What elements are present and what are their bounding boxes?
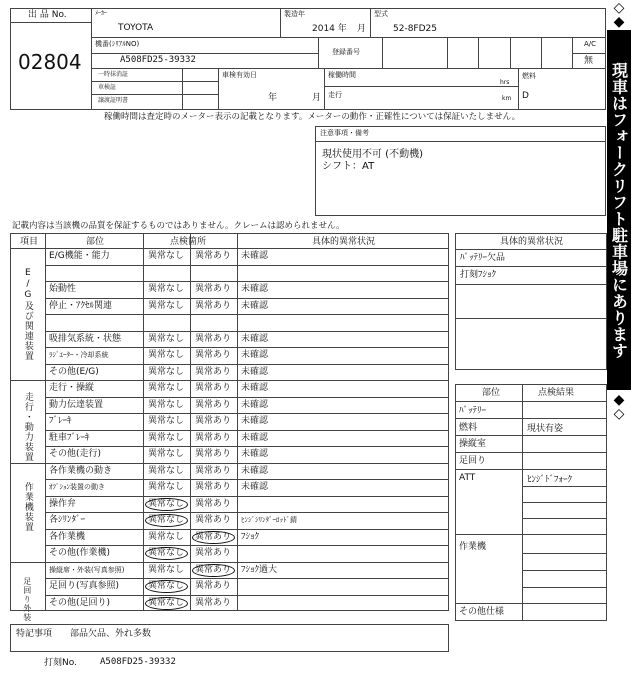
table-hline <box>45 595 449 596</box>
check-ng: 異常あり <box>195 548 232 558</box>
table-row-detail: 未確認 <box>241 366 269 377</box>
maker-label: ﾒｰｶｰ <box>95 10 108 17</box>
table-vline <box>45 233 46 611</box>
group-work: 作業機装置 <box>22 482 33 532</box>
check-ok: 異常なし <box>148 531 185 542</box>
check-ok: 異常なし <box>148 284 185 294</box>
fuel-label: 燃料 <box>522 72 536 80</box>
check-ng: 異常あり <box>195 366 232 377</box>
special-label: 特記事項 <box>16 629 53 639</box>
check-ng: 異常あり <box>195 564 232 575</box>
result-battery: ﾊﾞｯﾃﾘｰ <box>459 406 487 416</box>
table-hline <box>45 479 449 480</box>
result-att: ATT <box>459 473 476 483</box>
check-ng: 異常あり <box>195 449 232 459</box>
table-row-detail: 未確認 <box>241 284 269 294</box>
inspect-year-unit: 年 <box>268 93 278 103</box>
result-fuel: 燃料 <box>459 423 478 433</box>
table-hline <box>45 496 449 497</box>
circle-ok-mark <box>145 580 188 593</box>
table-hline <box>45 578 449 579</box>
ac-value: 無 <box>584 56 594 66</box>
year-label: 製造年 <box>284 10 305 18</box>
table-hline <box>45 331 449 332</box>
month-unit: 月 <box>357 24 367 34</box>
result-hline <box>455 435 607 436</box>
result-hline <box>455 401 607 402</box>
table-row-part: その他(E/G) <box>49 366 99 377</box>
table-row-part: その他(作業機) <box>49 548 111 558</box>
result-fuel-value: 現状有姿 <box>527 424 564 434</box>
lot-number: 02804 <box>18 50 82 74</box>
table-row-part: その他(走行) <box>49 449 102 459</box>
table-row-detail: 未確認 <box>241 251 269 261</box>
check-ok: 異常なし <box>148 449 185 459</box>
year-value: 2014 年 <box>312 24 347 34</box>
quality-notice: 記載内容は当該機の品質を保証するものではありません。クレームは認められません。 <box>12 221 345 231</box>
table-hline <box>45 364 449 365</box>
table-row-detail: 未確認 <box>241 383 269 393</box>
remarks-line2: シフト：AT <box>322 161 375 172</box>
circle-ng-mark <box>192 564 235 577</box>
result-hline <box>455 534 607 535</box>
table-hline <box>45 545 449 546</box>
table-row-part: 走行・操縦 <box>49 383 95 393</box>
fuel-value: D <box>522 91 529 101</box>
check-ok: 異常なし <box>148 498 185 509</box>
check-ng: 異常あり <box>195 465 232 476</box>
result-hline <box>455 452 607 453</box>
temp-cert-label: 一時抹消証 <box>98 71 129 78</box>
result-hline <box>522 518 607 519</box>
table-row-part: 動力伝達装置 <box>49 399 104 410</box>
table-row-detail: 未確認 <box>241 333 269 344</box>
banner-diamond-top: ◇ <box>613 0 625 16</box>
table-row-part: 各作業機の動き <box>49 465 113 476</box>
right-detail-header: 具体的異常状況 <box>500 237 564 247</box>
hrs-unit: hrs <box>500 79 510 86</box>
table-hline <box>45 314 449 315</box>
table-hline <box>45 512 449 513</box>
check-ng: 異常あり <box>195 597 232 608</box>
lot-label: 出 品 No. <box>28 10 67 20</box>
inspect-month-unit: 月 <box>312 93 322 103</box>
col-item: 項目 <box>20 237 39 247</box>
check-ok: 異常なし <box>148 597 185 608</box>
table-hline <box>45 413 449 414</box>
model-value: 52-8FD25 <box>393 24 437 34</box>
check-ng: 異常あり <box>195 383 232 393</box>
table-row-part: 足回り(写真参照) <box>49 581 120 591</box>
banner-diamond-bottom: ◆ <box>613 392 625 408</box>
table-row-part: ﾌﾞﾚｰｷ <box>49 416 72 426</box>
check-ng: 異常あり <box>195 284 232 294</box>
check-ok: 異常なし <box>148 432 185 443</box>
table-row-part: E/G機能・能力 <box>49 251 110 261</box>
group-engine: E/G及び関連装置 <box>22 268 33 361</box>
result-h-result: 点検結果 <box>538 388 575 398</box>
check-ok: 異常なし <box>148 515 185 525</box>
right-detail-line1: ﾊﾞｯﾃﾘｰ欠品 <box>460 253 506 263</box>
table-row-part: その他(足回り) <box>49 597 111 608</box>
serial-value: A508FD25-39332 <box>120 55 196 65</box>
check-ng: 異常あり <box>195 300 232 311</box>
check-ok: 異常なし <box>148 564 185 575</box>
inspect-cert-label: 車検証 <box>98 84 117 91</box>
table-hline <box>45 298 449 299</box>
check-ng: 異常あり <box>195 399 232 410</box>
right-detail-line2: 打刻ﾌｼｮｸ <box>460 270 497 280</box>
check-ok: 異常なし <box>148 383 185 393</box>
result-h-part: 部位 <box>482 388 501 398</box>
table-row-detail: 未確認 <box>241 482 269 492</box>
table-row-part: 駐車ﾌﾞﾚｰｷ <box>49 432 90 443</box>
table-row-part: 各作業機 <box>49 531 86 542</box>
table-hline <box>10 562 449 563</box>
table-hline <box>10 463 449 464</box>
table-hline <box>45 446 449 447</box>
table-row-part: ｵﾌﾟｼｮﾝ装置の動き <box>49 483 105 491</box>
table-row-part: 操縦席・外装(写真参照) <box>49 565 125 574</box>
col-part: 部位 <box>86 237 105 247</box>
result-hline <box>522 587 607 588</box>
circle-ok-mark <box>145 514 188 527</box>
check-ok: 異常なし <box>148 251 185 261</box>
check-ok: 異常なし <box>148 581 185 591</box>
banner-diamond-bottom2: ◇ <box>613 406 625 422</box>
result-hline <box>455 469 607 470</box>
check-ok: 異常なし <box>148 366 185 377</box>
table-row-detail: ﾌｼｮｸ過大 <box>241 564 278 575</box>
table-hline <box>45 397 449 398</box>
reg-label: 登録番号 <box>332 48 360 56</box>
location-banner: 現車はフォークリフト駐車場にあります <box>607 30 631 390</box>
check-ok: 異常なし <box>148 399 185 410</box>
result-hline <box>455 418 607 419</box>
table-vline <box>190 233 191 611</box>
check-ok: 異常なし <box>148 482 185 492</box>
inspect-valid-label: 車検有効日 <box>222 71 257 79</box>
km-unit: km <box>502 95 512 102</box>
table-row-detail: 未確認 <box>241 416 269 426</box>
table-hline <box>45 265 449 266</box>
table-hline <box>45 347 449 348</box>
table-row-part: 停止・ｱｸｾﾙ関連 <box>49 300 113 311</box>
table-row-detail: 未確認 <box>241 350 269 360</box>
result-hline <box>522 570 607 571</box>
hours-notice: 稼働時間は査定時のメーター表示の記載となります。メーターの動作・正確性については保証いたしません。 <box>104 112 521 122</box>
check-ng: 異常あり <box>195 432 232 443</box>
group-drive: 走行・動力装置 <box>22 392 33 462</box>
table-row-part: ﾗｼﾞｴｰﾀｰ・冷却系統 <box>49 351 109 359</box>
result-hline <box>522 553 607 554</box>
hours-label: 稼働時間 <box>328 71 356 79</box>
special-text: 部品欠品、外れ多数 <box>70 629 152 639</box>
table-row-detail: 未確認 <box>241 300 269 311</box>
circle-ok-mark <box>145 547 188 560</box>
check-ok: 異常なし <box>148 416 185 426</box>
stamp-label: 打刻No. <box>44 658 77 668</box>
check-ng: 異常あり <box>195 416 232 426</box>
check-ng: 異常あり <box>195 581 232 591</box>
remarks-line1: 現状使用不可 (不動機) <box>322 149 423 160</box>
km-label: 走行 <box>328 91 342 99</box>
table-row-part: 吸排気系統・状態 <box>49 333 122 344</box>
check-ok: 異常なし <box>148 333 185 344</box>
result-cabin: 操縦室 <box>459 439 487 449</box>
table-vline <box>237 233 238 611</box>
model-label: 型式 <box>374 10 388 18</box>
result-att-value: ﾋﾝｼﾞﾄﾞﾌｫｰｸ <box>527 475 573 485</box>
table-hline <box>10 248 449 249</box>
check-ng: 異常あり <box>195 333 232 344</box>
ac-label: A/C <box>584 40 597 48</box>
check-ok: 異常なし <box>148 548 185 558</box>
check-ng: 異常あり <box>195 515 232 525</box>
col-check: 点検箇所 <box>170 237 207 247</box>
banner-diamond-top2: ◆ <box>613 14 625 30</box>
table-row-part: 始動性 <box>49 284 77 294</box>
transfer-cert-label: 譲渡証明書 <box>98 97 129 104</box>
table-row-detail: 未確認 <box>241 432 269 443</box>
table-row-detail: 未確認 <box>241 465 269 476</box>
table-hline <box>45 281 449 282</box>
remarks-label: 注意事項・備考 <box>320 129 369 137</box>
maker-value: TOYOTA <box>118 23 154 33</box>
check-ng: 異常あり <box>195 531 232 542</box>
result-hline <box>455 603 607 604</box>
table-row-detail: 未確認 <box>241 449 269 459</box>
result-work: 作業機 <box>459 542 487 552</box>
circle-ok-mark <box>145 498 188 511</box>
check-ng: 異常あり <box>195 498 232 509</box>
check-ok: 異常なし <box>148 465 185 476</box>
result-other: その他仕様 <box>459 607 505 617</box>
check-ok: 異常なし <box>148 300 185 311</box>
col-detail: 具体的異常状況 <box>312 237 376 247</box>
serial-label: 機番(ｼﾘｱﾙNO) <box>95 40 140 48</box>
check-ok: 異常なし <box>148 350 185 360</box>
table-row-detail: 未確認 <box>241 399 269 410</box>
table-row-part: 操作弁 <box>49 498 77 509</box>
check-ng: 異常あり <box>195 482 232 492</box>
table-hline <box>10 380 449 381</box>
group-feet: 足回り外装 <box>22 577 32 622</box>
circle-ok-mark <box>145 597 188 610</box>
stamp-value: A508FD25-39332 <box>100 657 176 667</box>
result-hline <box>522 502 607 503</box>
check-ng: 異常あり <box>195 251 232 261</box>
table-hline <box>45 430 449 431</box>
table-row-detail: ﾌｼｮｸ <box>241 531 260 542</box>
check-ng: 異常あり <box>195 350 232 360</box>
table-row-detail: ﾋﾝｼﾞｼﾘﾝﾀﾞｰﾛｯﾄﾞ錆 <box>241 516 297 524</box>
circle-ng-mark <box>192 531 235 544</box>
table-row-part: 各ｼﾘﾝﾀﾞｰ <box>49 515 86 525</box>
result-feet: 足回り <box>459 456 487 466</box>
table-vline <box>143 233 144 611</box>
result-hline <box>522 486 607 487</box>
table-hline <box>45 529 449 530</box>
